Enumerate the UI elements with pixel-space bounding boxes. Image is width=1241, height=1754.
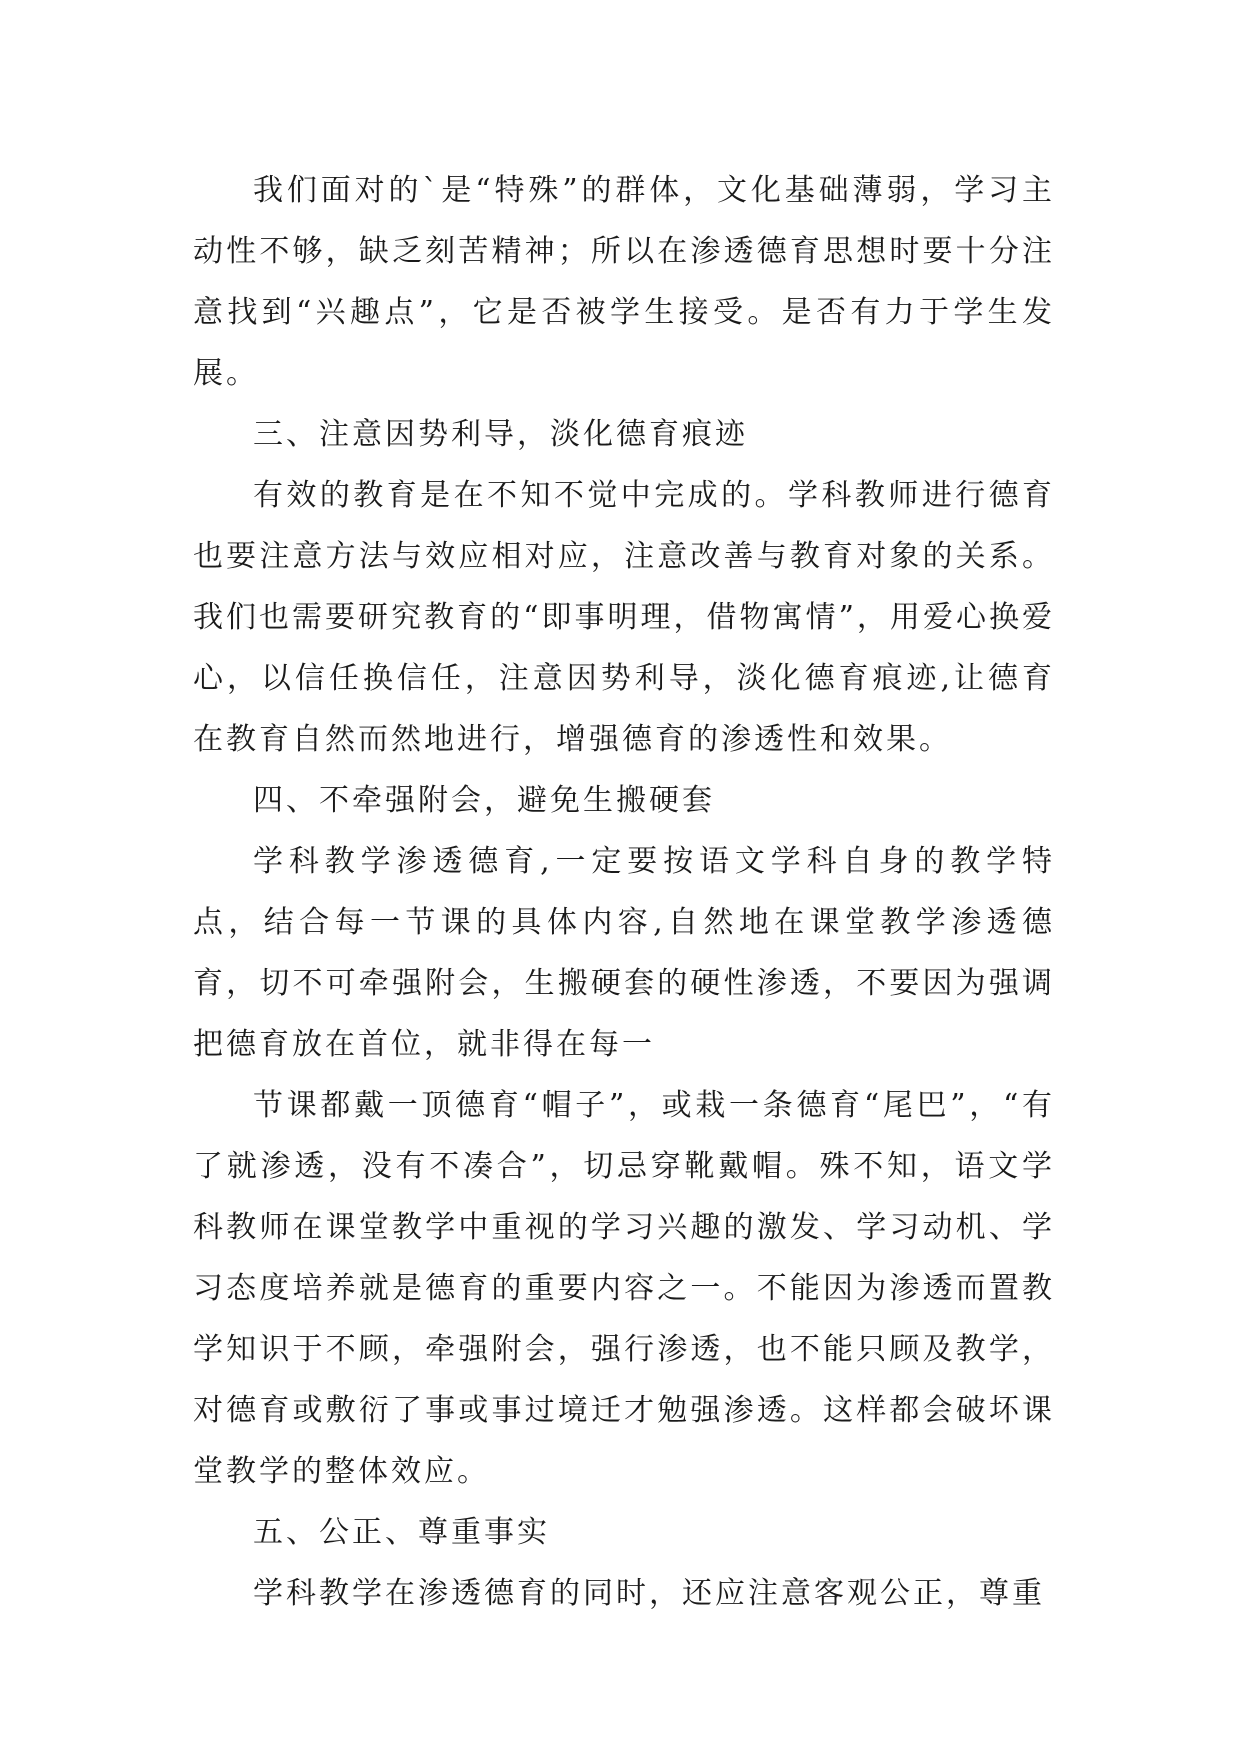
paragraph-1: 我们面对的`是“特殊”的群体，文化基础薄弱，学习主动性不够，缺乏刻苦精神；所以在渗透德育思想时要十分注意找到“兴趣点”，它是否被学生接受。是否有力于学生发展。	[193, 173, 1055, 391]
paragraph-3: 学科教学渗透德育,一定要按语文学科自身的教学特点，结合每一节课的具体内容,自然地在课堂教学渗透德育，切不可牵强附会，生搬硬套的硬性渗透，不要因为强调把德育放在首位，就非得在每一	[193, 844, 1055, 1062]
section-heading-5: 五、公正、尊重事实	[253, 1515, 550, 1550]
section-heading-4: 四、不牵强附会，避免生搬硬套	[253, 783, 715, 818]
paragraph-4: 节课都戴一顶德育“帽子”，或栽一条德育“尾巴”，“有了就渗透，没有不凑合”，切忌穿靴戴帽。殊不知，语文学科教师在课堂教学中重视的学习兴趣的激发、学习动机、学习态度培养就是德育的重要内容之一。不能因为渗透而置教学知识于不顾，牵强附会，强行渗透，也不能只顾及教学，对德育或敷衍了事或事过境迁才勉强渗透。这样都会破坏课堂教学的整体效应。	[193, 1088, 1055, 1489]
paragraph-5: 学科教学在渗透德育的同时，还应注意客观公正，尊重	[253, 1576, 1045, 1611]
document-body	[193, 160, 1055, 1624]
section-heading-3: 三、注意因势利导，淡化德育痕迹	[253, 417, 748, 452]
paragraph-2: 有效的教育是在不知不觉中完成的。学科教师进行德育也要注意方法与效应相对应，注意改善与教育对象的关系。我们也需要研究教育的“即事明理，借物寓情”，用爱心换爱心，以信任换信任，注意因势利导，淡化德育痕迹,让德育在教育自然而然地进行，增强德育的渗透性和效果。	[193, 478, 1055, 757]
